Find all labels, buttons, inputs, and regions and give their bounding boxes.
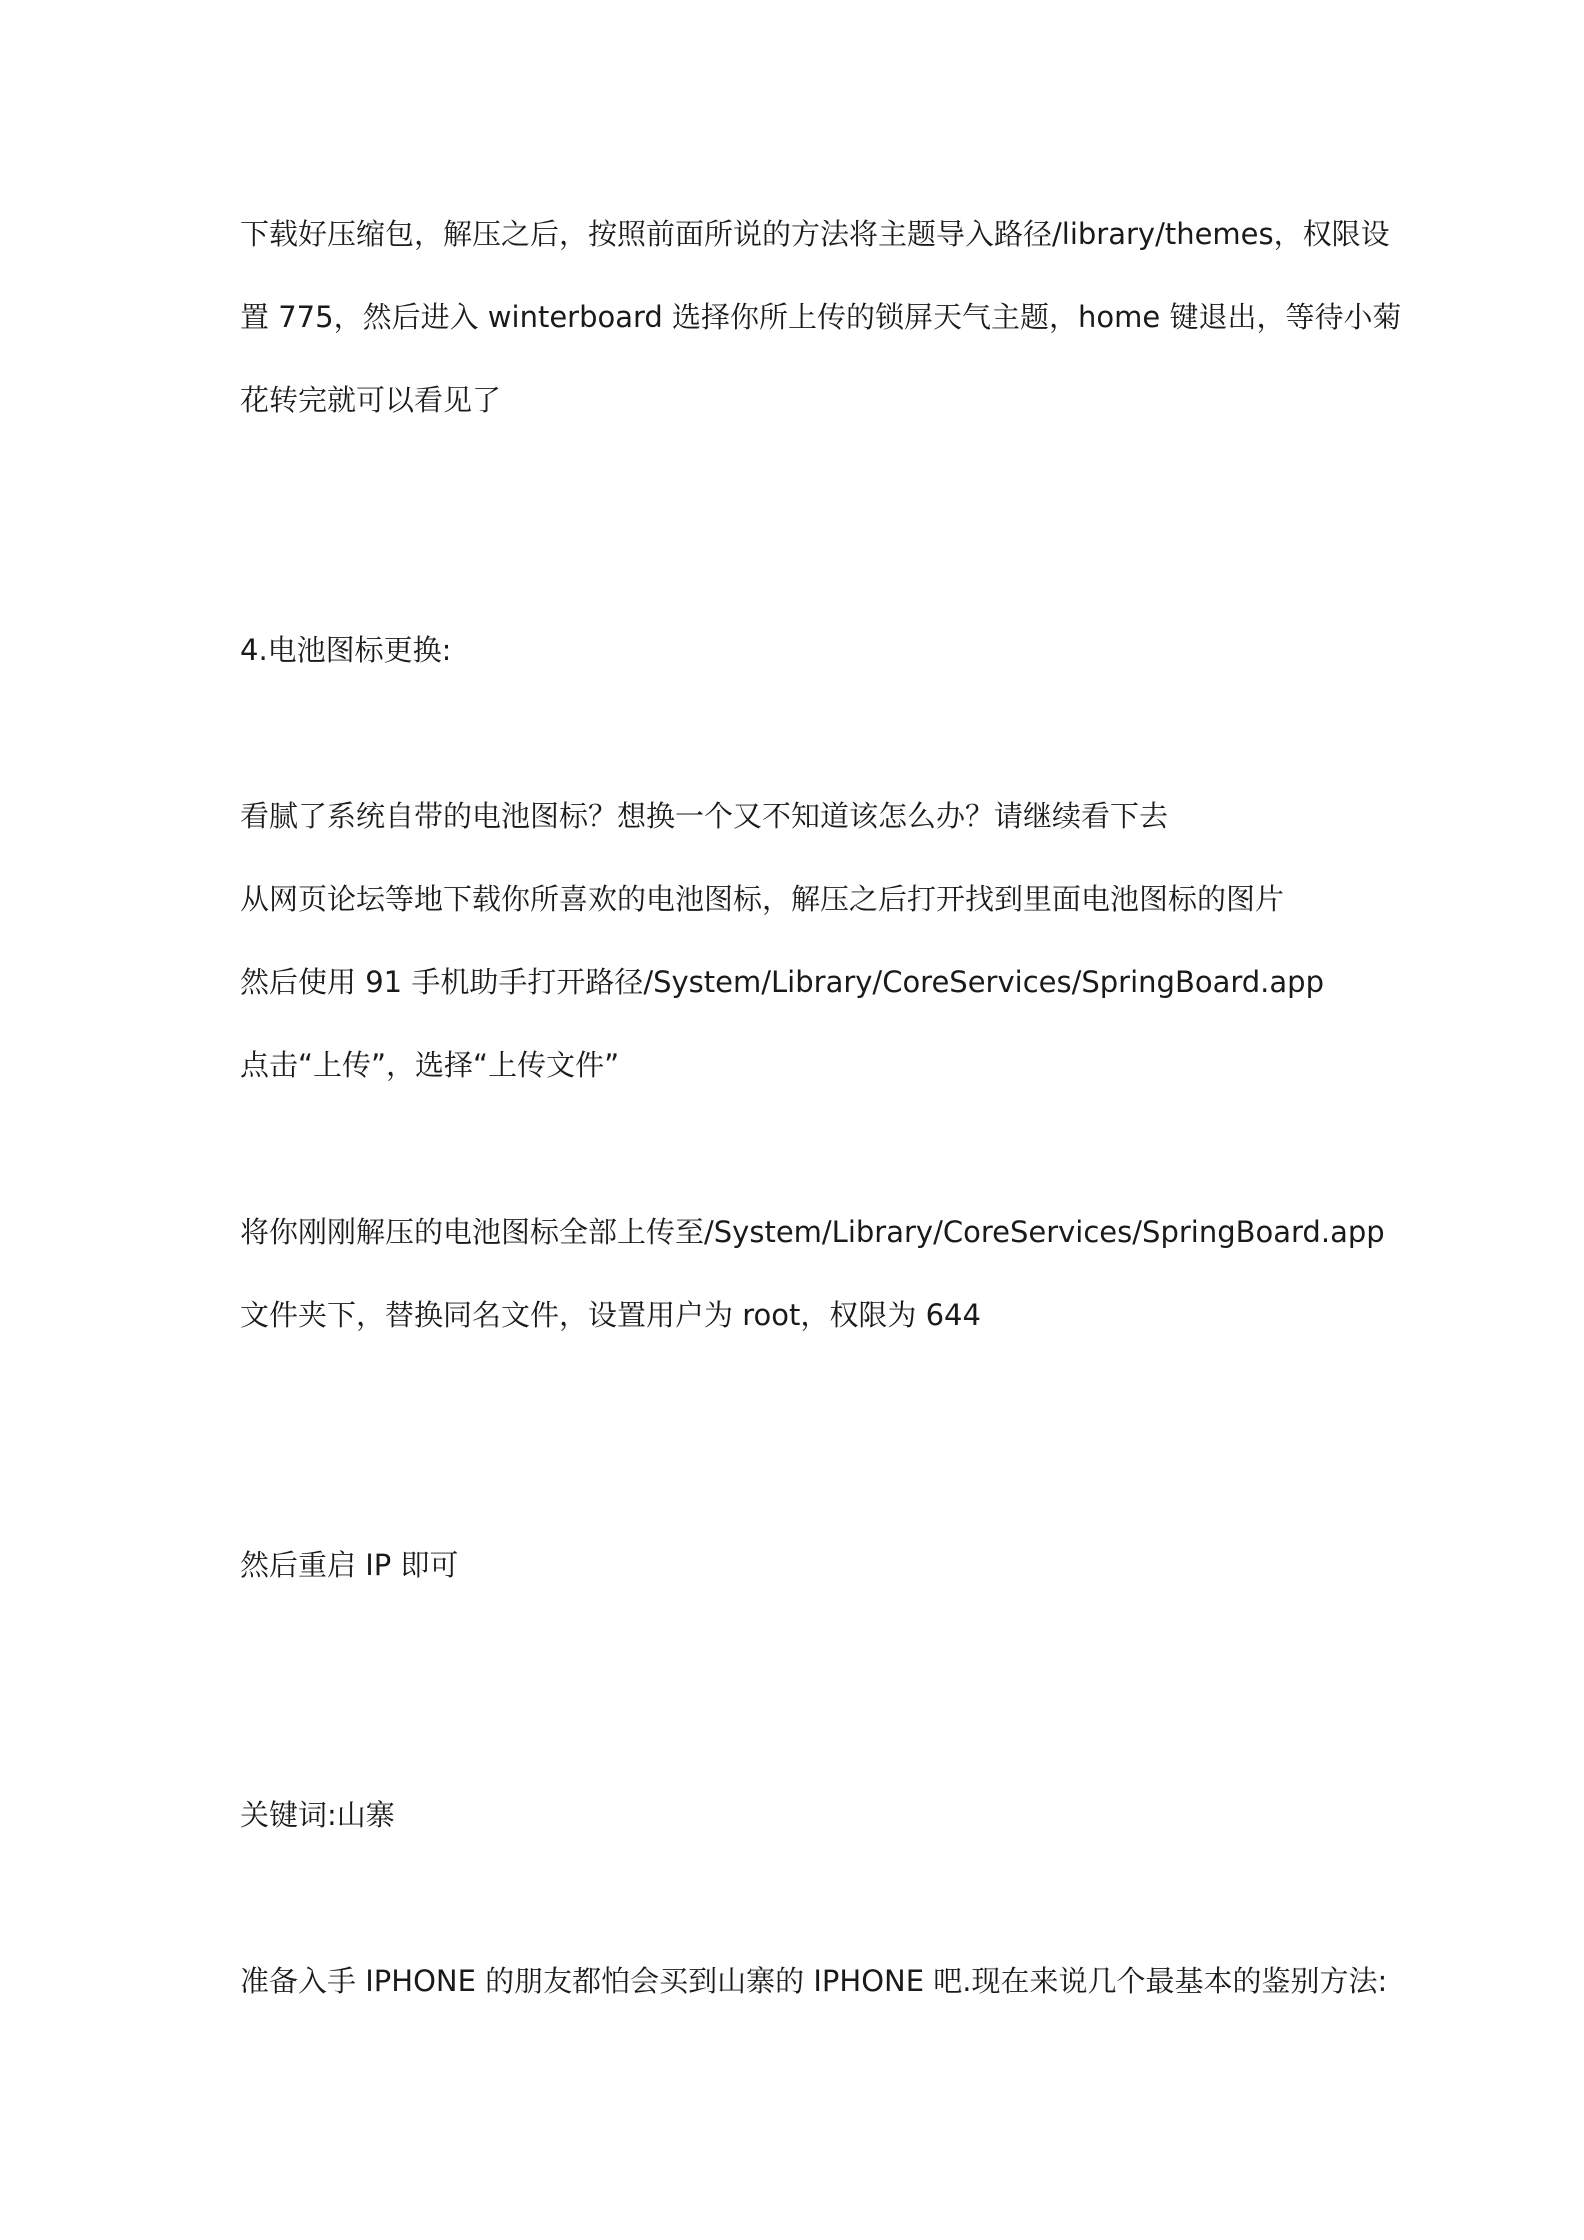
keywords-line: 关键词:山寨: [240, 1798, 395, 1832]
paragraph-2-line-2: 从网页论坛等地下载你所喜欢的电池图标，解压之后打开找到里面电池图标的图片: [240, 882, 1285, 916]
paragraph-5: 准备入手 IPHONE 的朋友都怕会买到山寨的 IPHONE 吧.现在来说几个最基本的鉴别方法:: [240, 1964, 1388, 1998]
paragraph-2-line-3: 然后使用 91 手机助手打开路径/System/Library/CoreServices/SpringBoard.app: [240, 965, 1324, 999]
paragraph-1-line-1: 下载好压缩包，解压之后，按照前面所说的方法将主题导入路径/library/themes，权限设: [240, 217, 1390, 251]
paragraph-4: 然后重启 IP 即可: [240, 1548, 459, 1582]
paragraph-3-line-2: 文件夹下，替换同名文件，设置用户为 root，权限为 644: [240, 1298, 981, 1332]
paragraph-3-line-1: 将你刚刚解压的电池图标全部上传至/System/Library/CoreServices/SpringBoard.app: [240, 1215, 1385, 1249]
paragraph-1-line-2: 置 775，然后进入 winterboard 选择你所上传的锁屏天气主题，home 键退出，等待小菊: [240, 300, 1402, 334]
paragraph-1-line-3: 花转完就可以看见了: [240, 383, 502, 417]
section-heading: 4.电池图标更换:: [240, 633, 452, 667]
paragraph-2-line-1: 看腻了系统自带的电池图标？想换一个又不知道该怎么办？请继续看下去: [240, 799, 1169, 833]
paragraph-2-line-4: 点击“上传”，选择“上传文件”: [240, 1048, 620, 1082]
